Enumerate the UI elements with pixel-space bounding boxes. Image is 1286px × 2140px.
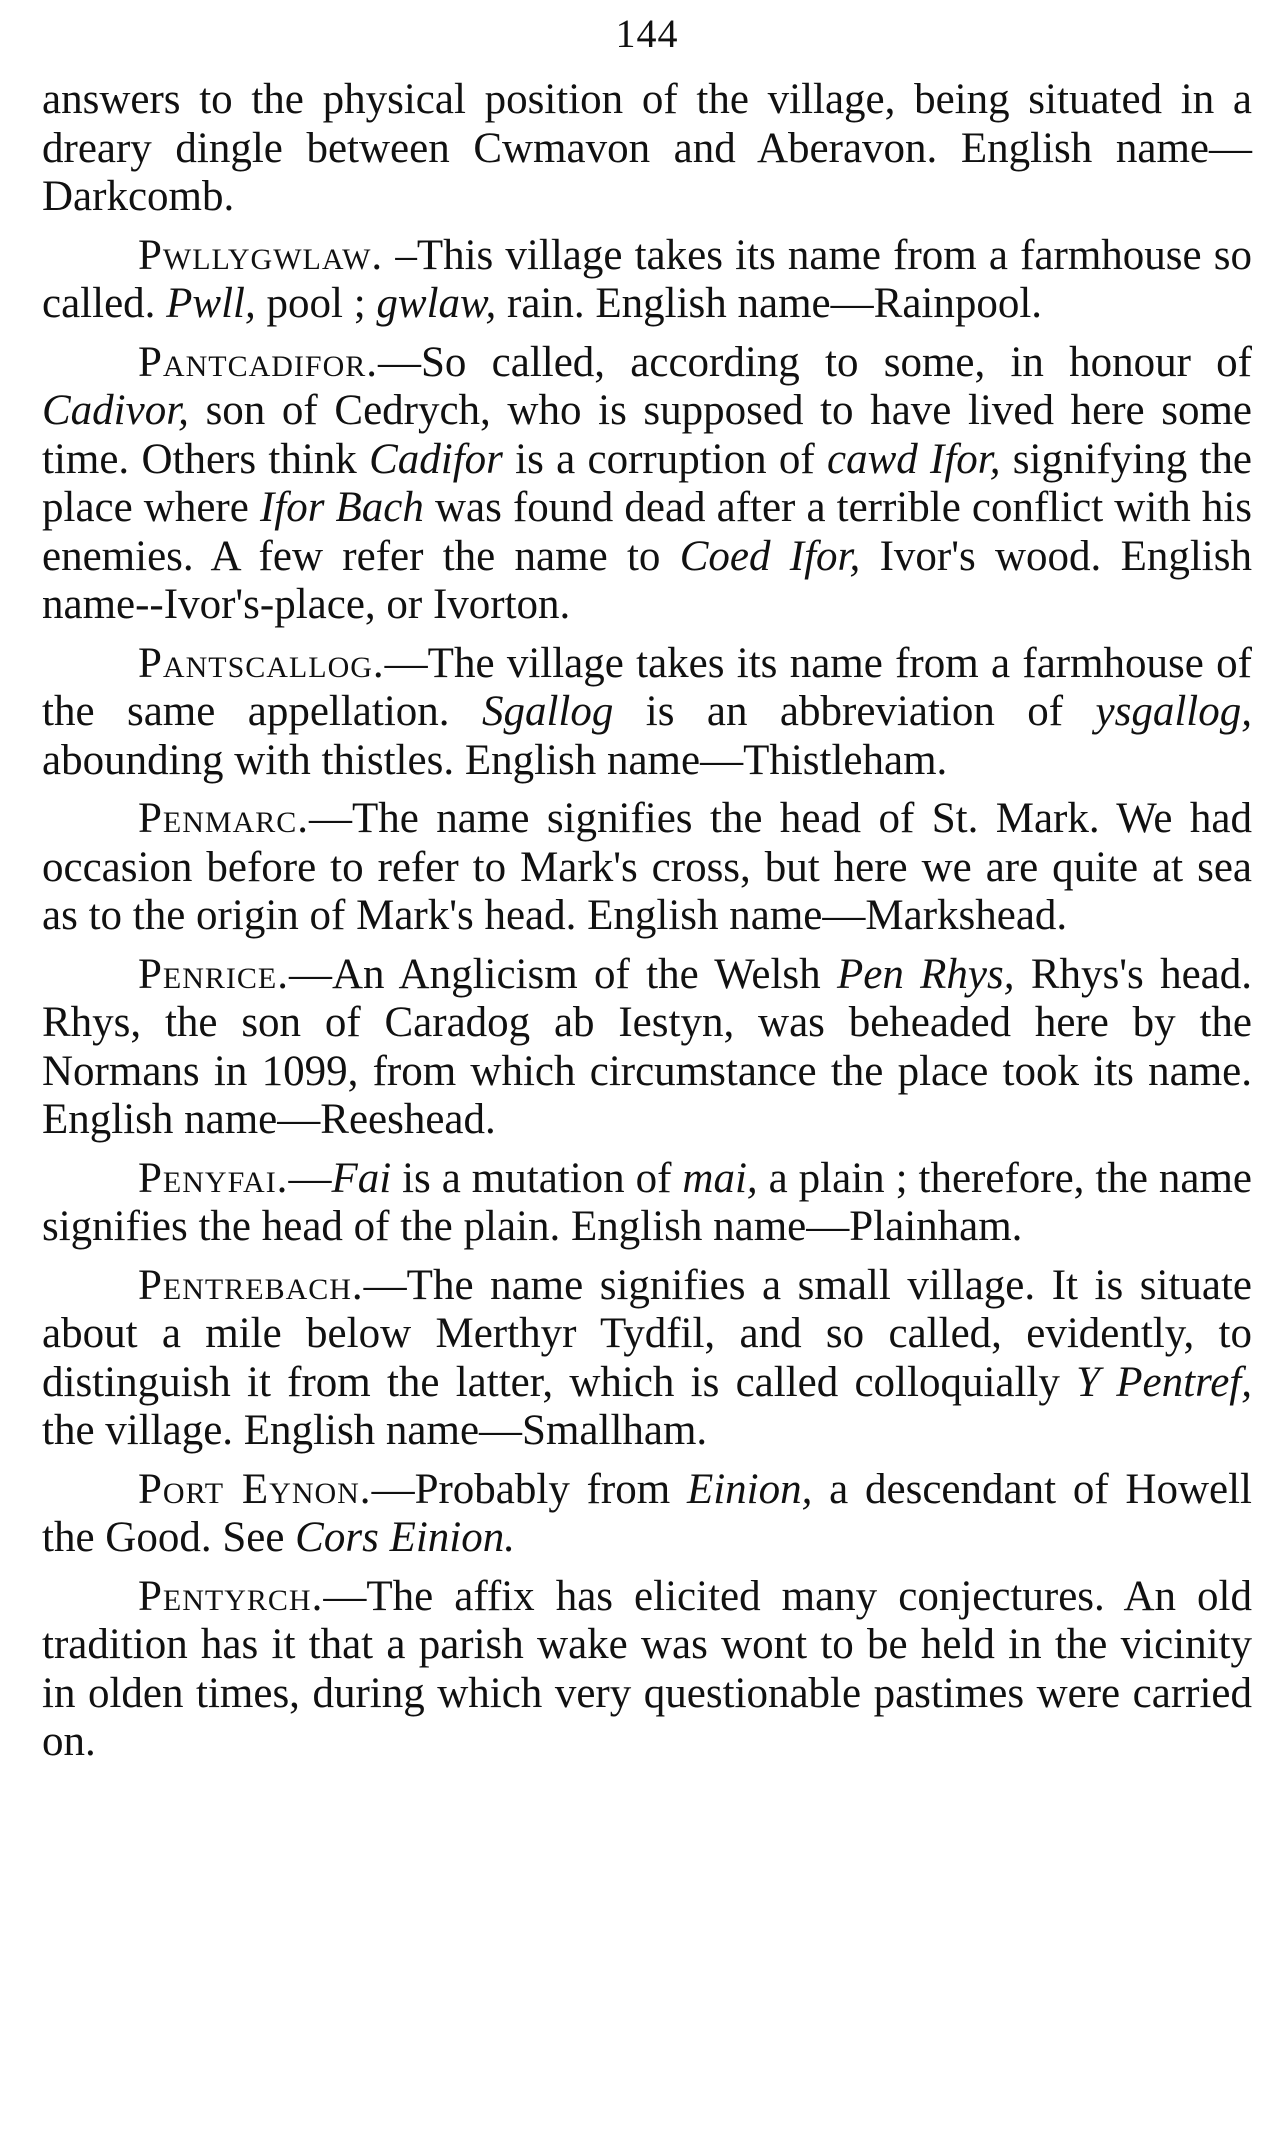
text-run: was found dead after a terrible conflict with his enemies. A few refer the name to [42,484,1253,580]
text-run: is an abbreviation of [613,688,1096,735]
text-run: a descendant of Howell the Good. See [42,1465,1252,1561]
text-run: —The affix has elicited many conjectures. An old tradition has it that a parish wake was wont to be held in the vicinity in olden times, during which very questionable pastimes were carried on. [42,1572,1252,1765]
italic-term: Cadivor, [42,387,189,434]
entry-heading: Penyfai. [138,1154,289,1202]
entry-heading: Pentrebach. [138,1261,364,1309]
text-run: —The name signifies the head of St. Mark. We had occasion before to refer to Mark's cross, but here we are quite at sea as to the origin of Mark's head. English name—Markshead. [42,795,1252,939]
entry-heading: Pantcadifor. [138,338,379,386]
italic-term: gwlaw, [376,280,497,327]
paragraph [42,1262,1252,1456]
paragraph [42,795,1252,941]
italic-term: Y Pentref, [1076,1358,1252,1406]
body-text [42,76,1252,1767]
italic-term: Fai [331,1154,392,1202]
text-run: is a mutation of [391,1154,683,1202]
text-run: —An Anglicism of the Welsh [289,950,837,998]
italic-term: Ifor Bach [259,484,424,531]
text-run: signifying the place where [42,435,1253,531]
paragraph [42,232,1252,329]
text-run: rain. English name—Rainpool. [496,280,1043,327]
text-run: –This village takes its name from a farmhouse so called. [42,231,1252,327]
italic-term: Cors Einion. [295,1514,515,1561]
text-run: Ivor's wood. English name--Ivor's-place, or Ivorton. [42,532,1252,628]
text-run: —Probably from [371,1465,687,1513]
italic-term: mai, [682,1154,758,1202]
text-run: the village. English name—Smallham. [42,1407,708,1454]
entry-heading: Pantscallog. [138,639,385,687]
entry-heading: Penmarc. [138,795,310,842]
page-number: 144 [615,11,679,56]
text-run: — [288,1154,332,1202]
paragraph [42,1466,1252,1563]
paragraph [42,76,1252,222]
text-run: son of Cedrych, who is supposed to have lived here some time. Others think [42,387,1252,483]
text-run: —So called, according to some, in honour of [378,338,1252,386]
text-run: abounding with thistles. English name—Thistleham. [42,736,948,784]
text-run: is a corruption of [502,435,827,483]
paragraph [42,1573,1252,1767]
paragraph [42,951,1252,1145]
italic-term: Pen Rhys, [836,950,1015,998]
entry-heading: Port Eynon. [138,1465,372,1513]
book-page [42,0,1252,2140]
entry-heading: Penrice. [138,950,289,998]
text-run: a plain ; therefore, the name signifies the head of the plain. English name—Plainham. [42,1154,1252,1250]
text-run: pool ; [255,280,377,327]
paragraph [42,640,1252,786]
entry-heading: Pwllygwlaw. [138,231,384,279]
italic-term: ysgallog, [1095,688,1252,735]
entry-heading: Pentyrch. [138,1572,324,1620]
italic-term: Cadifor [369,435,503,483]
text-run: —The name signifies a small village. It is situate about a mile below Merthyr Tydfil, and so called, evidently, to distinguish it from the latter, which is called colloquially [42,1261,1252,1406]
italic-term: cawd Ifor, [826,435,1001,483]
text-run: Rhys's head. Rhys, the son of Caradog ab Iestyn, was beheaded here by the Normans in 1099, from which circumstance the place took its name. English name—Reeshead. [42,950,1252,1143]
text-run: —The village takes its name from a farmhouse of the same appellation. [42,639,1252,735]
italic-term: Einion, [686,1465,813,1513]
paragraph [42,339,1252,630]
text-run: answers to the physical position of the village, being situated in a dreary dingle between Cwmavon and Aberavon. English name—Darkcomb. [42,76,1252,220]
italic-term: Pwll, [166,280,256,327]
paragraph [42,1155,1252,1252]
italic-term: Coed Ifor, [679,532,861,580]
italic-term: Sgallog [481,688,614,735]
